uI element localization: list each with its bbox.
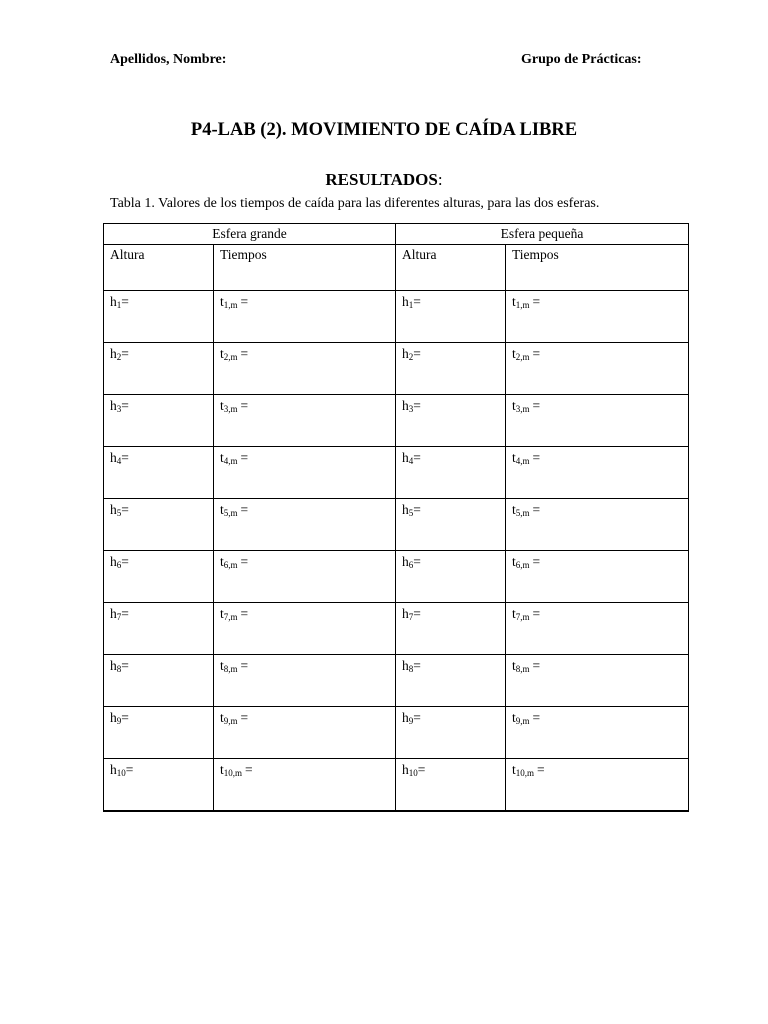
equals-sign: =	[532, 398, 541, 413]
time-index: 5,m	[223, 508, 238, 518]
height-index: 5	[408, 508, 414, 518]
equals-sign: =	[245, 762, 253, 777]
h-cell-small[interactable]	[396, 759, 506, 811]
equals-sign: =	[240, 554, 249, 569]
col-altura-small: Altura	[396, 245, 506, 291]
height-symbol: h	[402, 710, 409, 725]
time-index: 8,m	[515, 664, 530, 674]
height-index: 1	[408, 300, 414, 310]
t-cell-big[interactable]	[214, 603, 396, 655]
results-heading	[0, 170, 768, 190]
page-title: P4-LAB (2). MOVIMIENTO DE CAÍDA LIBRE	[190, 120, 578, 140]
h-cell-big[interactable]	[104, 395, 214, 447]
time-symbol: t	[512, 658, 516, 673]
height-symbol: h	[110, 762, 117, 777]
time-index: 7,m	[223, 612, 238, 622]
table-row	[104, 395, 689, 447]
equals-sign: =	[240, 294, 249, 309]
table-row	[104, 291, 689, 343]
h-cell-big[interactable]	[104, 707, 214, 759]
t-cell-big[interactable]	[214, 343, 396, 395]
height-symbol: h	[402, 554, 409, 569]
time-index: 7,m	[515, 612, 530, 622]
time-index: 6,m	[223, 560, 238, 570]
time-symbol: t	[512, 294, 516, 309]
equals-sign: =	[413, 346, 421, 361]
h-cell-small[interactable]	[396, 395, 506, 447]
equals-sign: =	[413, 398, 421, 413]
col-tiempos-big: Tiempos	[214, 245, 396, 291]
equals-sign: =	[532, 346, 541, 361]
time-index: 9,m	[223, 716, 238, 726]
group-small-sphere: Esfera pequeña	[396, 224, 689, 245]
time-symbol: t	[220, 502, 224, 517]
time-symbol: t	[512, 710, 516, 725]
results-table	[103, 223, 689, 812]
height-index: 8	[408, 664, 414, 674]
h-cell-small[interactable]	[396, 499, 506, 551]
t-cell-big[interactable]	[214, 447, 396, 499]
h-cell-small[interactable]	[396, 343, 506, 395]
height-symbol: h	[110, 294, 117, 309]
height-symbol: h	[402, 294, 409, 309]
h-cell-big[interactable]	[104, 655, 214, 707]
equals-sign: =	[532, 450, 541, 465]
time-index: 9,m	[515, 716, 530, 726]
t-cell-big[interactable]	[214, 759, 396, 811]
time-symbol: t	[220, 762, 224, 777]
height-index: 10	[116, 768, 126, 778]
height-index: 4	[116, 456, 122, 466]
h-cell-big[interactable]	[104, 499, 214, 551]
time-index: 4,m	[515, 456, 530, 466]
time-symbol: t	[512, 554, 516, 569]
equals-sign: =	[532, 502, 541, 517]
time-index: 10,m	[223, 768, 243, 778]
time-index: 6,m	[515, 560, 530, 570]
equals-sign: =	[121, 398, 129, 413]
equals-sign: =	[121, 294, 129, 309]
t-cell-big[interactable]	[214, 707, 396, 759]
table-caption: Tabla 1. Valores de los tiempos de caída para las diferentes alturas, para las dos esferas.	[110, 196, 600, 211]
time-symbol: t	[220, 398, 224, 413]
equals-sign: =	[537, 762, 545, 777]
name-label: Apellidos, Nombre:	[110, 52, 227, 67]
t-cell-big[interactable]	[214, 551, 396, 603]
h-cell-big[interactable]	[104, 551, 214, 603]
height-index: 7	[116, 612, 122, 622]
time-index: 2,m	[223, 352, 238, 362]
h-cell-small[interactable]	[396, 707, 506, 759]
h-cell-small[interactable]	[396, 447, 506, 499]
height-symbol: h	[110, 606, 117, 621]
height-symbol: h	[110, 346, 117, 361]
height-symbol: h	[110, 710, 117, 725]
equals-sign: =	[413, 502, 421, 517]
results-label: RESULTADOS	[325, 170, 438, 189]
time-index: 8,m	[223, 664, 238, 674]
h-cell-big[interactable]	[104, 603, 214, 655]
time-symbol: t	[220, 606, 224, 621]
equals-sign: =	[121, 710, 129, 725]
equals-sign: =	[413, 710, 421, 725]
table-row	[104, 551, 689, 603]
t-cell-big[interactable]	[214, 499, 396, 551]
height-symbol: h	[110, 450, 117, 465]
height-symbol: h	[110, 658, 117, 673]
t-cell-small[interactable]	[506, 499, 689, 551]
t-cell-small[interactable]	[506, 759, 689, 811]
height-index: 1	[116, 300, 122, 310]
time-symbol: t	[512, 762, 516, 777]
time-symbol: t	[220, 346, 224, 361]
time-symbol: t	[512, 450, 516, 465]
time-index: 5,m	[515, 508, 530, 518]
table-row	[104, 447, 689, 499]
height-index: 6	[116, 560, 122, 570]
group-label: Grupo de Prácticas:	[521, 52, 642, 67]
h-cell-big[interactable]	[104, 291, 214, 343]
t-cell-small[interactable]	[506, 291, 689, 343]
equals-sign: =	[240, 450, 249, 465]
height-symbol: h	[110, 398, 117, 413]
table-group-header	[104, 224, 689, 245]
equals-sign: =	[240, 398, 249, 413]
time-symbol: t	[512, 502, 516, 517]
height-symbol: h	[402, 398, 409, 413]
equals-sign: =	[121, 346, 129, 361]
table-row	[104, 759, 689, 811]
table-row	[104, 343, 689, 395]
time-symbol: t	[220, 294, 224, 309]
h-cell-small[interactable]	[396, 655, 506, 707]
height-index: 4	[408, 456, 414, 466]
equals-sign: =	[413, 554, 421, 569]
equals-sign: =	[240, 346, 249, 361]
height-index: 3	[408, 404, 414, 414]
table-row	[104, 707, 689, 759]
table-row	[104, 603, 689, 655]
results-colon: :	[437, 170, 443, 189]
equals-sign: =	[121, 658, 129, 673]
equals-sign: =	[121, 554, 129, 569]
equals-sign: =	[125, 762, 134, 777]
equals-sign: =	[532, 606, 541, 621]
equals-sign: =	[413, 294, 421, 309]
h-cell-big[interactable]	[104, 759, 214, 811]
col-altura-big: Altura	[104, 245, 214, 291]
equals-sign: =	[121, 606, 129, 621]
t-cell-big[interactable]	[214, 291, 396, 343]
t-cell-small[interactable]	[506, 603, 689, 655]
time-index: 2,m	[515, 352, 530, 362]
height-index: 3	[116, 404, 122, 414]
t-cell-small[interactable]	[506, 447, 689, 499]
time-symbol: t	[220, 658, 224, 673]
time-symbol: t	[220, 554, 224, 569]
equals-sign: =	[240, 502, 249, 517]
height-index: 7	[408, 612, 414, 622]
time-symbol: t	[512, 398, 516, 413]
h-cell-small[interactable]	[396, 603, 506, 655]
col-tiempos-small: Tiempos	[506, 245, 689, 291]
height-symbol: h	[402, 658, 409, 673]
time-index: 3,m	[515, 404, 530, 414]
equals-sign: =	[532, 554, 541, 569]
height-index: 9	[116, 716, 122, 726]
h-cell-small[interactable]	[396, 551, 506, 603]
time-symbol: t	[512, 346, 516, 361]
time-symbol: t	[220, 450, 224, 465]
equals-sign: =	[240, 658, 249, 673]
height-index: 10	[408, 768, 418, 778]
equals-sign: =	[417, 762, 426, 777]
h-cell-small[interactable]	[396, 291, 506, 343]
h-cell-big[interactable]	[104, 447, 214, 499]
equals-sign: =	[532, 294, 541, 309]
table-row	[104, 499, 689, 551]
table-row	[104, 655, 689, 707]
height-index: 6	[408, 560, 414, 570]
time-index: 10,m	[515, 768, 535, 778]
t-cell-small[interactable]	[506, 395, 689, 447]
time-index: 1,m	[515, 300, 530, 310]
time-index: 4,m	[223, 456, 238, 466]
height-symbol: h	[110, 554, 117, 569]
equals-sign: =	[532, 710, 541, 725]
time-symbol: t	[220, 710, 224, 725]
time-index: 3,m	[223, 404, 238, 414]
height-index: 2	[408, 352, 414, 362]
t-cell-small[interactable]	[506, 655, 689, 707]
equals-sign: =	[240, 710, 249, 725]
height-index: 9	[408, 716, 414, 726]
equals-sign: =	[532, 658, 541, 673]
time-symbol: t	[512, 606, 516, 621]
height-index: 5	[116, 508, 122, 518]
height-symbol: h	[402, 450, 409, 465]
equals-sign: =	[121, 450, 129, 465]
height-index: 2	[116, 352, 122, 362]
equals-sign: =	[121, 502, 129, 517]
t-cell-big[interactable]	[214, 655, 396, 707]
t-cell-small[interactable]	[506, 343, 689, 395]
height-symbol: h	[402, 346, 409, 361]
t-cell-small[interactable]	[506, 707, 689, 759]
t-cell-big[interactable]	[214, 395, 396, 447]
time-index: 1,m	[223, 300, 238, 310]
h-cell-big[interactable]	[104, 343, 214, 395]
t-cell-small[interactable]	[506, 551, 689, 603]
table-column-header	[104, 245, 689, 291]
height-symbol: h	[402, 502, 409, 517]
equals-sign: =	[413, 606, 421, 621]
height-index: 8	[116, 664, 122, 674]
equals-sign: =	[413, 658, 421, 673]
group-big-sphere: Esfera grande	[104, 224, 396, 245]
equals-sign: =	[413, 450, 421, 465]
height-symbol: h	[110, 502, 117, 517]
height-symbol: h	[402, 606, 409, 621]
height-symbol: h	[402, 762, 409, 777]
equals-sign: =	[240, 606, 249, 621]
